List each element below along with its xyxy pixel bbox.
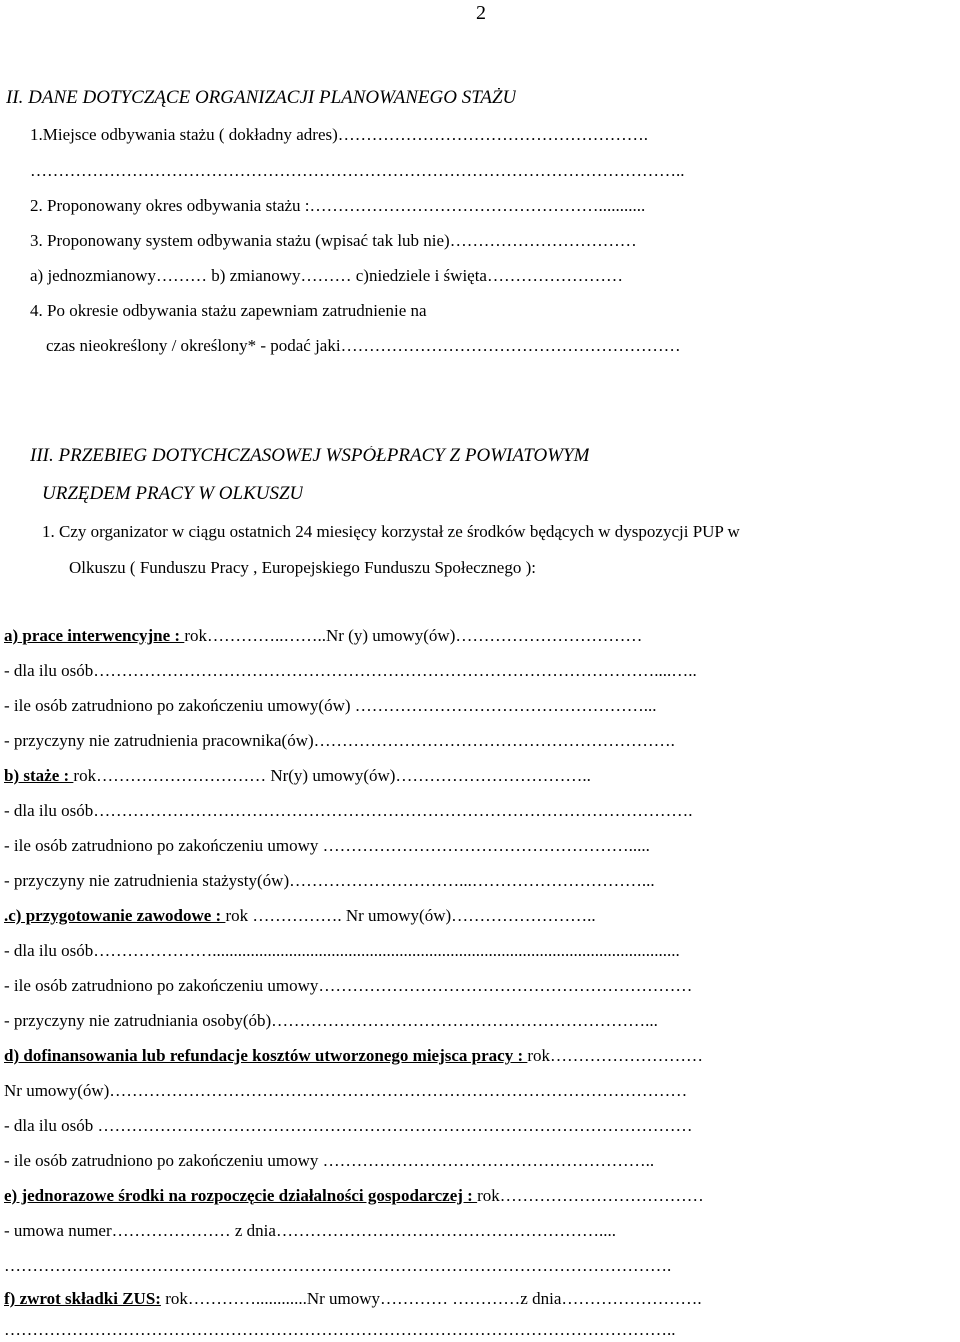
item-b-label: b) staże : — [4, 766, 74, 785]
item-f-label: f) zwrot składki ZUS: — [4, 1289, 161, 1308]
item-e-label: e) jednorazowe środki na rozpoczęcie działalności gospodarczej : — [4, 1186, 478, 1205]
contract-type-line: czas nieokreślony / określony* - podać jaki…………………………………………………… — [46, 336, 681, 355]
item-d-fields: rok……………………… — [527, 1046, 704, 1065]
item-b-employed: - ile osób zatrudniono po zakończeniu umowy ………………………………………………..... — [4, 836, 650, 855]
address-line-2: …………………………………………………………………………………………………….. — [30, 161, 685, 180]
item-f-fields: rok…………............Nr umowy………… …………z dnia……………………. — [160, 1289, 702, 1308]
item-b-fields: rok………………………… Nr(y) umowy(ów)…………………………….. — [73, 766, 591, 785]
item-a-persons: - dla ilu osób………………………………………………………………………………………....….. — [4, 661, 697, 680]
employment-line: 4. Po okresie odbywania stażu zapewniam zatrudnienie na — [30, 301, 427, 320]
item-d-label: d) dofinansowania lub refundacje kosztów utworzonego miejsca pracy : — [4, 1046, 528, 1065]
system-line: 3. Proponowany system odbywania stażu (wpisać tak lub nie)…………………………… — [30, 231, 637, 250]
question-1-cont: Olkuszu ( Funduszu Pracy , Europejskiego Funduszu Społecznego ): — [69, 558, 536, 577]
section-2-heading: II. DANE DOTYCZĄCE ORGANIZACJI PLANOWANEGO STAŻU — [6, 88, 517, 108]
item-f-blank-line: ……………………………………………………………………………………………………….. — [4, 1320, 676, 1339]
question-1: 1. Czy organizator w ciągu ostatnich 24 miesięcy korzystał ze środków będących w dyspozycji PUP w — [42, 522, 740, 541]
item-f-line — [4, 1289, 702, 1311]
shift-options-line: a) jednozmianowy……… b) zmianowy……… c)niedziele i święta…………………… — [30, 266, 623, 285]
item-e-fields: rok……………………………… — [477, 1186, 704, 1205]
item-a-fields: rok…………..……..Nr (y) umowy(ów)…………………………… — [184, 626, 643, 645]
page-number: 2 — [476, 2, 486, 24]
item-e-line — [4, 1186, 704, 1208]
item-c-fields: rok ……………. Nr umowy(ów)…………………….. — [225, 906, 596, 925]
item-a-employed: - ile osób zatrudniono po zakończeniu umowy(ów) ……………………………………………... — [4, 696, 657, 715]
section-3-heading-cont: URZĘDEM PRACY W OLKUSZU — [42, 484, 304, 504]
item-a-label: a) prace interwencyjne : — [4, 626, 185, 645]
item-d-contracts: Nr umowy(ów)………………………………………………………………………………………… — [4, 1081, 688, 1100]
item-c-employed: - ile osób zatrudniono po zakończeniu umowy………………………………………………………… — [4, 976, 693, 995]
item-d-employed: - ile osób zatrudniono po zakończeniu umowy ………………………………………………….. — [4, 1151, 655, 1170]
item-a-reasons: - przyczyny nie zatrudnienia pracownika(ów)………………………………………………………. — [4, 731, 675, 750]
period-line: 2. Proponowany okres odbywania stażu :……………………………………………........... — [30, 196, 646, 215]
item-c-label: .c) przygotowanie zawodowe : — [4, 906, 226, 925]
item-a-line — [4, 626, 642, 648]
item-c-reasons: - przyczyny nie zatrudniania osoby(ób)…………………………………………………………... — [4, 1011, 658, 1030]
item-b-line — [4, 766, 591, 788]
address-line: 1.Miejsce odbywania stażu ( dokładny adres)………………………………………………. — [30, 125, 649, 144]
item-d-line — [4, 1046, 703, 1068]
item-c-line — [4, 906, 596, 928]
item-e-contract: - umowa numer………………… z dnia………………………………………………….... — [4, 1221, 616, 1240]
item-b-persons: - dla ilu osób……………………………………………………………………………………………. — [4, 801, 693, 820]
section-3-heading: III. PRZEBIEG DOTYCHCZASOWEJ WSPÓŁPRACY Z POWIATOWYM — [30, 446, 590, 466]
item-d-persons: - dla ilu osób …………………………………………………………………………………………… — [4, 1116, 693, 1135]
item-b-reasons: - przyczyny nie zatrudnienia stażysty(ów)…………………………...…………………………... — [4, 871, 655, 890]
item-c-persons: - dla ilu osób………………….............................................................................................................. — [4, 941, 680, 960]
item-e-blank-line: ………………………………………………………………………………………………………. — [4, 1256, 672, 1275]
